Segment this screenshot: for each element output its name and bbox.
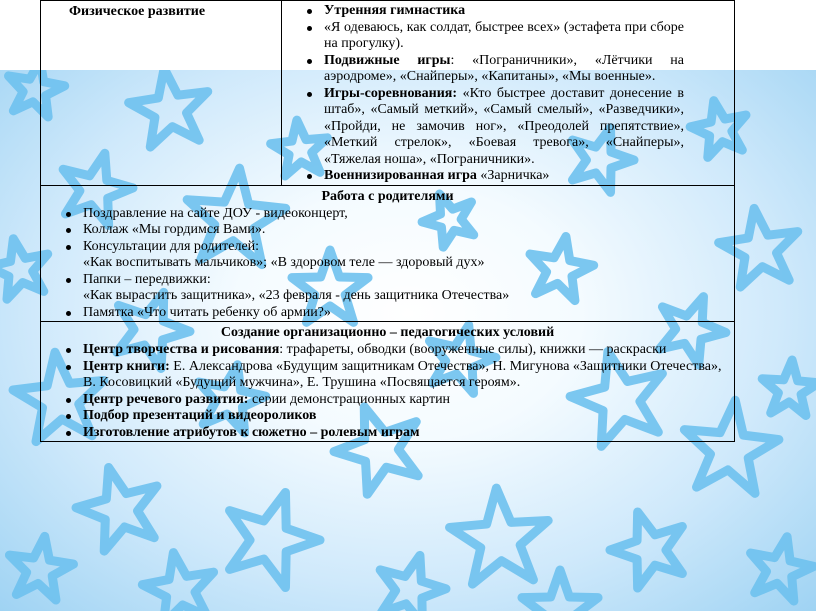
item-text: «Я одеваюсь, как солдат, быстрее всех» (эстафета при сборе на прогулку). bbox=[324, 19, 684, 51]
item-text: Памятка «Что читать ребенку об армии?» bbox=[83, 304, 331, 320]
item-bold-label: Центр книги: bbox=[83, 358, 170, 374]
item-bold-label: Центр речевого развития: bbox=[83, 391, 249, 407]
conditions-list bbox=[53, 342, 730, 441]
item-bold-label: Центр творчества и рисования bbox=[83, 342, 280, 357]
star-shape bbox=[68, 457, 169, 556]
star-shape bbox=[212, 478, 330, 593]
star-shape bbox=[138, 546, 221, 611]
list-item bbox=[83, 342, 730, 359]
list-item bbox=[83, 359, 730, 392]
item-bold-label: Подвижные игры bbox=[324, 52, 451, 68]
item-bold-label: Изготовление атрибутов к сюжетно – ролевым играм bbox=[83, 424, 420, 440]
item-bold-label: Игры-соревнования: bbox=[324, 85, 458, 101]
star-shape bbox=[4, 532, 77, 602]
item-text: Поздравление на сайте ДОУ - видеоконцерт, bbox=[83, 205, 348, 221]
item-text: серии демонстрационных картин bbox=[248, 391, 451, 407]
star-shape bbox=[447, 485, 552, 586]
item-text-line2: «Как вырастить защитника», «23 февраля - день защитника Отечества» bbox=[83, 288, 510, 303]
list-item bbox=[83, 272, 730, 305]
item-text: : «Пограничники», «Лётчики на аэродроме», «Снайперы», «Капитаны», «Мы военные». bbox=[324, 52, 684, 84]
physical-header-cell bbox=[41, 1, 282, 186]
list-item bbox=[83, 206, 730, 223]
item-text: Е. Александрова «Будущим защитникам Отечества», Н. Мигунова «Защитники Отечества», В. Косовицкий «Будущий мужчина», Е. Трушина «Посвящается героям». bbox=[83, 358, 722, 390]
physical-header: Физическое развитие bbox=[69, 4, 206, 19]
star-shape bbox=[743, 530, 816, 604]
list-item bbox=[83, 239, 730, 272]
list-item bbox=[324, 168, 684, 185]
plan-table bbox=[40, 0, 735, 442]
parents-list bbox=[53, 206, 730, 322]
list-item bbox=[324, 86, 684, 169]
list-item bbox=[324, 3, 684, 20]
item-bold-label: Подбор презентаций и видеороликов bbox=[83, 408, 317, 423]
item-bold-label: Утренняя гимнастика bbox=[324, 3, 466, 18]
item-text: Коллаж «Мы гордимся Вами». bbox=[83, 222, 266, 237]
list-item bbox=[83, 408, 730, 425]
parents-title: Работа с родителями bbox=[321, 188, 454, 204]
item-text: «Зарничка» bbox=[476, 168, 550, 183]
list-item bbox=[83, 222, 730, 239]
item-text: «Кто быстрее доставит донесение в штаб», «Самый меткий», «Самый смелый», «Разведчики», «Пройди, не замочив ног», «Преодолей препятствие», «Меткий стрелок», «Боевая тревога», «Снайперы», «Тяжелая ноша», «Пограничники». bbox=[324, 85, 684, 167]
list-item bbox=[324, 53, 684, 86]
item-text-line2: «Как воспитывать мальчиков»; «В здоровом теле — здоровый дух» bbox=[83, 255, 485, 270]
list-item bbox=[324, 20, 684, 53]
star-shape bbox=[601, 500, 696, 592]
item-text: Консультации для родителей: bbox=[83, 238, 260, 254]
item-bold-label: Военнизированная игра bbox=[324, 168, 477, 183]
physical-list bbox=[294, 3, 684, 185]
parents-section bbox=[41, 185, 735, 322]
star-shape bbox=[369, 546, 453, 611]
item-text: : трафареты, обводки (вооруженные силы), книжки — раскраски bbox=[279, 342, 667, 357]
list-item bbox=[83, 425, 730, 442]
physical-content-cell bbox=[282, 1, 735, 186]
star-shape bbox=[760, 358, 816, 416]
list-item bbox=[83, 392, 730, 409]
item-text: Папки – передвижки: bbox=[83, 271, 211, 287]
list-item bbox=[83, 305, 730, 322]
conditions-title: Создание организационно – педагогических условий bbox=[220, 325, 555, 340]
conditions-section bbox=[41, 322, 735, 442]
